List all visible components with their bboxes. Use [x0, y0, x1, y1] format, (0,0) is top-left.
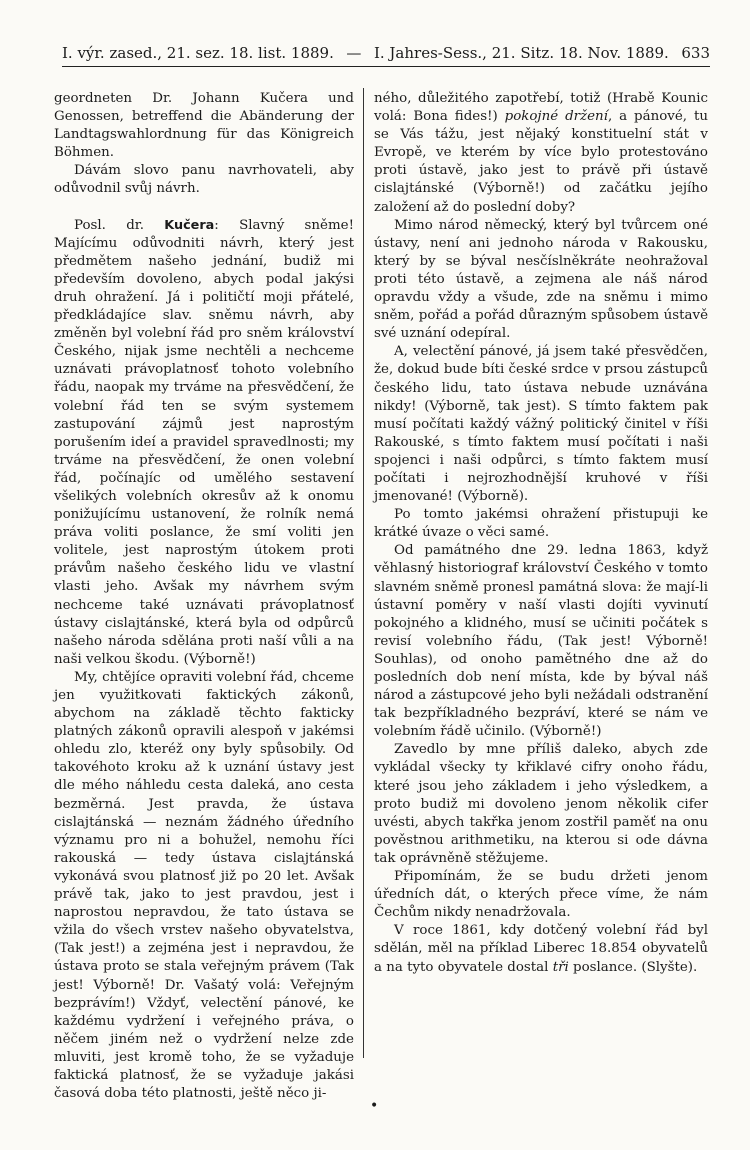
- left-column: [54, 90, 354, 1103]
- paragraph: Dávám slovo panu navrhovateli, aby odůvodnil svůj návrh.: [54, 163, 354, 197]
- paragraph: Po tomto jakémsi ohražení přistupuji ke krátké úvaze o věci samé.: [374, 507, 708, 541]
- speaker-prefix: Posl. dr.: [74, 217, 165, 233]
- header-dash: —: [346, 44, 362, 62]
- spacer: [54, 199, 354, 217]
- page-header: [62, 44, 710, 67]
- column-divider: [363, 88, 364, 1058]
- header-german: I. Jahres-Sess., 21. Sitz. 18. Nov. 1889.: [373, 44, 669, 62]
- speech-paragraph: [54, 217, 354, 669]
- header-czech: I. výr. zased., 21. sez. 18. list. 1889.: [62, 44, 334, 62]
- paragraph: Zavedlo by mne příliš daleko, abych zde vykládal všecky ty křiklavé cifry onoho řádu, které jsou jeho základem i jeho výsledkem, a proto budiž mi dovoleno jenom několik cifer uvésti, abych takřka jenom zostřil paměť na onu pověstnou arithmetiku, na kterou si ode dávna tak oprávněně stěžujeme.: [374, 742, 708, 866]
- page-number: 633: [681, 44, 710, 62]
- speech-text: : Slavný sněme! Majícímu odůvodniti návrh, který jest předmětem našeho jednání, budiž mi především dovoleno, abych podal jakýsi druh ohražení. Já i političtí moji přátelé, předkládajíce slav. sněmu návrh, aby změněn byl volební řád pro sněm království Českého, nijak jsme nechtěli a nechceme uznávati právoplatnosť tohoto volebního řádu, naopak my trváme na přesvědčení, že volební řád ten se svým systemem zastupování zájmů jest naprostým porušením ideí a pravidel spravedlnosti; my trváme na přesvědčení, že onen volební řád, počínajíc od umělého sestavení všelikých volebních okresův až k onomu ponižujícímu ustanovení, že rolník nemá práva voliti poslance, že smí voliti jen volitele, jest naprostým útokem proti právům našeho českého lidu ve vlastní vlasti jeho. Avšak my návrhem svým nechceme také uznávati právoplatnosť ústavy cislajtánské, která byla od odpůrců našeho národa sdělána proti naší vůli a na naši velkou škodu. (Výborně!): [54, 217, 354, 667]
- paragraph: A, velectění pánové, já jsem také přesvědčen, že, dokud bude bíti české srdce v prsou zástupců českého lidu, tato ústava nebude uznávána nikdy! (Výborně, tak jest). S tímto faktem pak musí počítati každý vážný politický činitel v říši Rakouské, s tímto faktem musí počítati i naši spojenci i naši odpůrci, s tímto faktem musí počítati i nejrozhodnější kruhové v říši jmenované! (Výborně).: [374, 344, 708, 505]
- paragraph: My, chtějíce opraviti volební řád, chceme jen využitkovati faktických zákonů, abychom na základě těchto fakticky platných zákonů opravili alespoň v jakémsi ohledu zlo, kteréž ony byly spůsobily. Od takovéhoto kroku až k uznání ústavy jest dle mého náhledu cesta daleká, ano cesta bezměrná. Jest pravda, že ústava cislajtánská — neznám žádného úředního významu pro ni a bohužel, nemohu říci rakouská — tedy ústava cislajtánská vykonává svou platnosť již po 20 let. Avšak právě tak, jako to jest pravdou, jest i naprostou nepravdou, že tato ústava se vžila do všech vrstev našeho obyvatelstva, (Tak jest!) a zejména jest i nepravdou, že ústava proto se stala veřejným právem (Tak jest! Výborně! Dr. Vašatý volá: Veřejným bezprávím!) Vždyť, velectění pánové, ke každému vydržení i veřejného práva, o něčem jiném než o vydržení nelze zde mluviti, jest kromě toho, že se vyžaduje faktická platnosť, že se vyžaduje jakási časová doba této platnosti, ještě něco ji-: [54, 669, 354, 1102]
- paragraph: geordneten Dr. Johann Kučera und Genossen, betreffend die Abänderung der Landtagswahlordnung für das Königreich Böhmen.: [54, 91, 354, 161]
- paragraph: Mimo národ německý, který byl tvůrcem oné ústavy, není ani jednoho národa v Rakousku, který by se býval nesčíslněkráte neohražoval proti této ústavě, a zejmena ale náš národ opravdu vždy a všude, zde na sněmu i mimo sněm, pořád a pořád důrazným spůsobem ústavě své uznání odepíral.: [374, 217, 708, 342]
- paragraph: Připomínám, že se budu držeti jenom úředních dát, o kterých přece víme, že nám Čechům nikdy nenadržovala.: [374, 869, 708, 921]
- italic-phrase: tři: [552, 959, 569, 975]
- italic-phrase: pokojné držení: [504, 109, 608, 125]
- speaker-name: Kučera: [164, 217, 215, 233]
- paragraph: ného, důležitého zapotřebí, totiž (Hrabě Kounic volá: Bona fides!) pokojné držení, a pánové, tu se Vás tážu, jest nějaký konstituelní stát v Evropě, ve kterém by více bylo protestováno proti ústavě, jako jest to právě při ústavě cislajtánské (Výborně!) od začátku jejího založení až do poslední doby?: [374, 91, 708, 215]
- paragraph: V roce 1861, kdy dotčený volební řád byl sdělán, měl na příklad Liberec 18.854 obyvatelů a na tyto obyvatele dostal tři poslance. (Slyšte).: [374, 923, 708, 975]
- right-column: [374, 90, 708, 977]
- paragraph: Od památného dne 29. ledna 1863, když věhlasný historiograf království Českého v tomto slavném sněmě pronesl památná slova: že mají-li ústavní poměry v naší vlasti dojíti vyvinutí pokojného a klidného, musí se učiniti počátek s revisí volebního řádu, (Tak jest! Výborně! Souhlas), od onoho pamětného dne až do posledních dob není místa, kde by býval náš národ a zástupcové jeho byli nežádali odstranění tak bezpříkladného bezpráví, které se nám ve volebním řádě učinilo. (Výborně!): [374, 543, 708, 740]
- footer-mark: •: [370, 1098, 379, 1114]
